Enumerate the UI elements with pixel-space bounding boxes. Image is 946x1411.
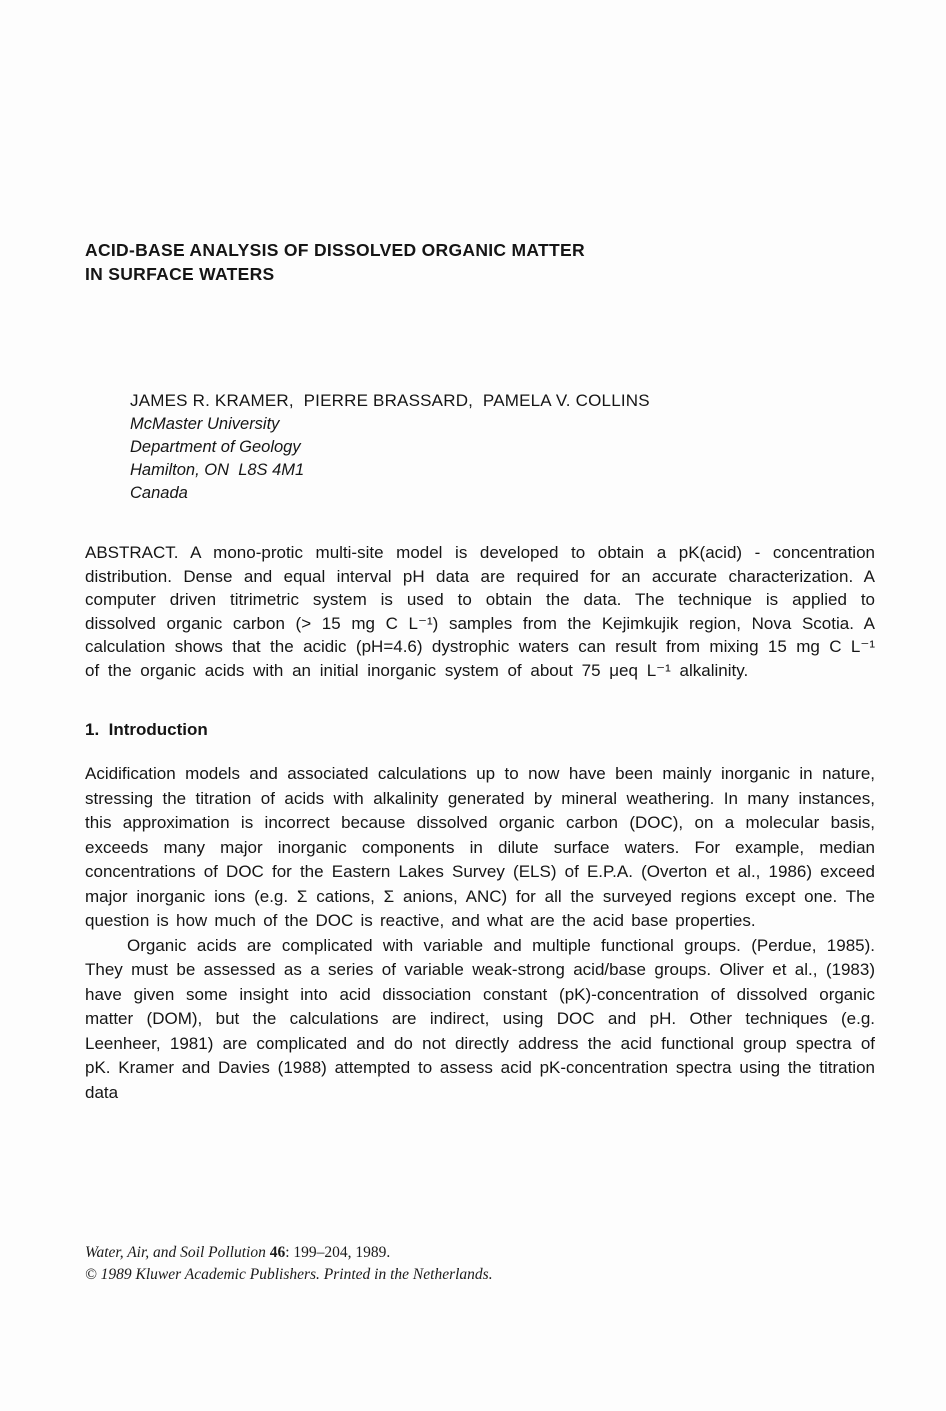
intro-paragraph-2: Organic acids are complicated with variable and multiple functional groups. (Perdue, 1985). They must be assessed as a series of variable weak-strong acid/base groups. Oliver et al., (1983) have given some insight into acid dissociation constant (pK)-concentration of dissolved organic matter (DOM), but the calculations are indirect, using DOC and pH. Other techniques (e.g. Leenheer, 1981) are complicated and do not directly address the acid functional group spectra of pK. Kramer and Davies (1988) attempted to assess acid pK-concentration spectra using the titration data	[85, 935, 875, 1102]
authors-line: JAMES R. KRAMER, PIERRE BRASSARD, PAMELA V. COLLINS	[130, 391, 650, 410]
affiliation-address: Hamilton, ON L8S 4M1	[130, 461, 305, 479]
paper-title	[85, 238, 875, 286]
footer-pages-year: : 199–204, 1989.	[285, 1244, 391, 1261]
intro-paragraph-1: Acidification models and associated calculations up to now have been mainly inorganic in nature, stressing the titration of acids with alkalinity generated by mineral weathering. In many instances, this approximation is incorrect because dissolved organic carbon (DOC), on a molecular basis, exceeds many major inorganic components in dilute surface waters. For example, median concentrations of DOC for the Eastern Lakes Survey (ELS) of E.P.A. (Overton et al., 1986) exceed major inorganic ions (e.g. Σ cations, Σ anions, ANC) for all the surveyed regions except one. The question is how much of the DOC is reactive, and what are the acid base properties.	[85, 764, 875, 930]
page-footer	[85, 1242, 875, 1286]
authors-block	[85, 388, 875, 505]
footer-citation-line	[85, 1242, 875, 1264]
footer-journal-name: Water, Air, and Soil Pollution	[85, 1244, 266, 1261]
paper-title-line1: ACID-BASE ANALYSIS OF DISSOLVED ORGANIC MATTER	[85, 240, 585, 260]
section-heading-introduction: 1. Introduction	[85, 720, 208, 739]
paper-title-line2: IN SURFACE WATERS	[85, 264, 275, 284]
footer-volume-number: 46	[269, 1244, 286, 1261]
page-content-column	[85, 0, 875, 1105]
affiliation-university: McMaster University	[130, 415, 280, 433]
abstract-paragraph: ABSTRACT. A mono-protic multi-site model is developed to obtain a pK(acid) - concentration distribution. Dense and equal interval pH data are required for an accurate characterization. A computer driven titrimetric system is used to obtain the data. The technique is applied to dissolved organic carbon (> 15 mg C L⁻¹) samples from the Kejimkujik region, Nova Scotia. A calculation shows that the acidic (pH=4.6) dystrophic waters can result from mixing 15 mg C L⁻¹ of the organic acids with an initial inorganic system of about 75 μeq L⁻¹ alkalinity.	[85, 543, 875, 680]
affiliation-country: Canada	[130, 484, 188, 502]
footer-copyright-line: © 1989 Kluwer Academic Publishers. Printed in the Netherlands.	[85, 1266, 493, 1283]
affiliation-department: Department of Geology	[130, 438, 301, 456]
